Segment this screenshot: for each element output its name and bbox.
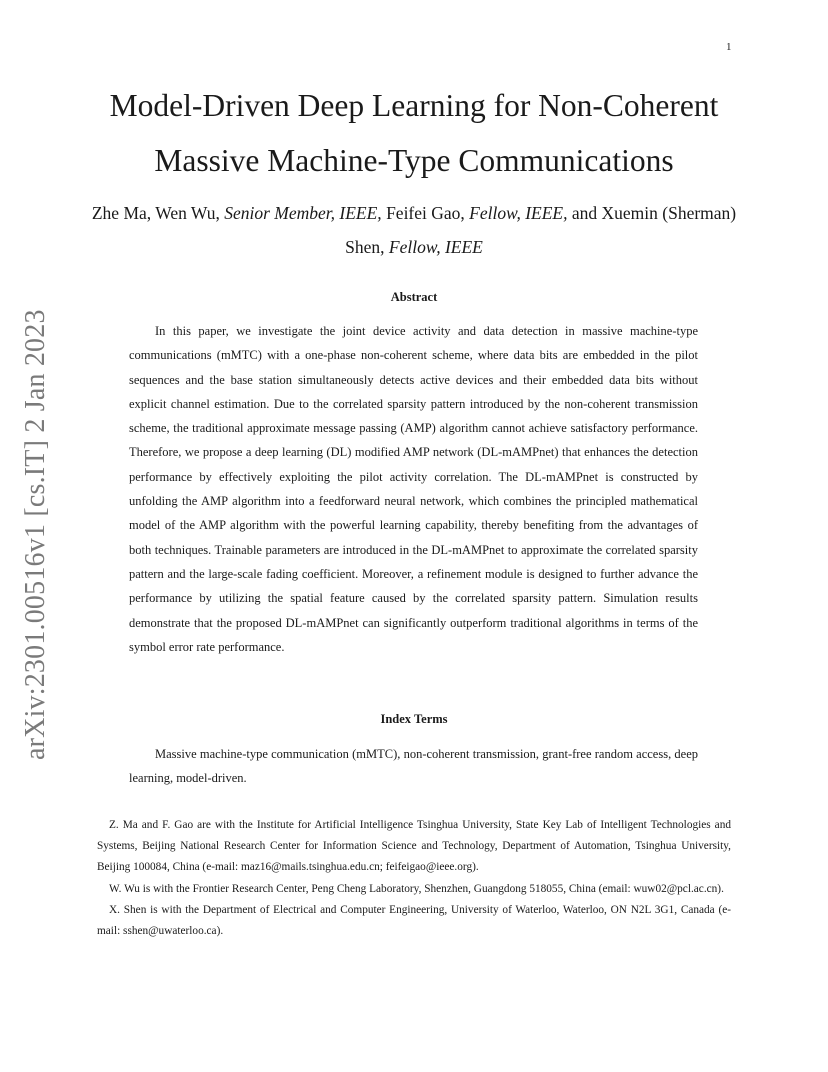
author-role-2: Fellow, IEEE, (469, 203, 568, 223)
title-line-1: Model-Driven Deep Learning for Non-Coherent (109, 88, 719, 123)
author-role-1: Senior Member, IEEE, (224, 203, 382, 223)
abstract-heading: Abstract (390, 290, 438, 304)
footnote-shen: X. Shen is with the Department of Electrical and Computer Engineering, University of Waterloo, Waterloo, ON N2L 3G1, Canada (e-mail: sshen@uwaterloo.ca). (97, 903, 731, 938)
author-list (70, 196, 758, 264)
author-names-3: and Xuemin (Sherman) Shen, (345, 203, 737, 257)
author-names-2: Feifei Gao, (381, 203, 470, 223)
title-line-2: Massive Machine-Type Communications (154, 143, 674, 178)
author-names-1: Zhe Ma, Wen Wu, (91, 203, 225, 223)
arxiv-identifier-stamp: arXiv:2301.00516v1 [cs.IT] 2 Jan 2023 (20, 309, 51, 760)
author-role-3: Fellow, IEEE (388, 237, 483, 257)
page-number: 1 (726, 41, 732, 53)
abstract-body (129, 319, 698, 659)
paper-title (60, 78, 768, 188)
index-terms-paragraph: Massive machine-type communication (mMTC), non-coherent transmission, grant-free random access, deep learning, model-driven. (129, 747, 698, 786)
footnote-ma-gao: Z. Ma and F. Gao are with the Institute for Artificial Intelligence Tsinghua University, State Key Lab of Intelligent Technologies and Systems, Beijing National Research Center for Information Science and Technology, Department of Automation, Tsinghua University, Beijing 100084, China (e-mail: maz16@mails.tsinghua.edu.cn; feifeigao@ieee.org). (97, 819, 731, 874)
abstract-paragraph: In this paper, we investigate the joint device activity and data detection in massive machine-type communications (mMTC) with a one-phase non-coherent scheme, where data bits are embedded in the pilot sequences and the base station simultaneously detects active devices and their embedded data bits without explicit channel estimation. Due to the correlated sparsity pattern introduced by the non-coherent transmission scheme, the traditional approximate message passing (AMP) algorithm cannot achieve satisfactory performance. Therefore, we propose a deep learning (DL) modified AMP network (DL-mAMPnet) that enhances the detection performance by effectively exploiting the pilot activity correlation. The DL-mAMPnet is constructed by unfolding the AMP algorithm into a feedforward neural network, which combines the principled mathematical model of the AMP algorithm with the powerful learning capability, thereby benefiting from the advantages of both techniques. Trainable parameters are introduced in the DL-mAMPnet to approximate the correlated sparsity pattern and the large-scale fading coefficient. Moreover, a refinement module is designed to further advance the performance by utilizing the spatial feature caused by the correlated sparsity pattern. Simulation results demonstrate that the proposed DL-mAMPnet can significantly outperform traditional algorithms in terms of the symbol error rate performance. (129, 324, 698, 654)
author-affiliation-footnotes (97, 815, 731, 942)
footnote-wu: W. Wu is with the Frontier Research Center, Peng Cheng Laboratory, Shenzhen, Guangdong 518055, China (email: wuw02@pcl.ac.cn). (109, 882, 724, 895)
index-terms-heading: Index Terms (380, 712, 448, 726)
index-terms-body (129, 742, 698, 791)
